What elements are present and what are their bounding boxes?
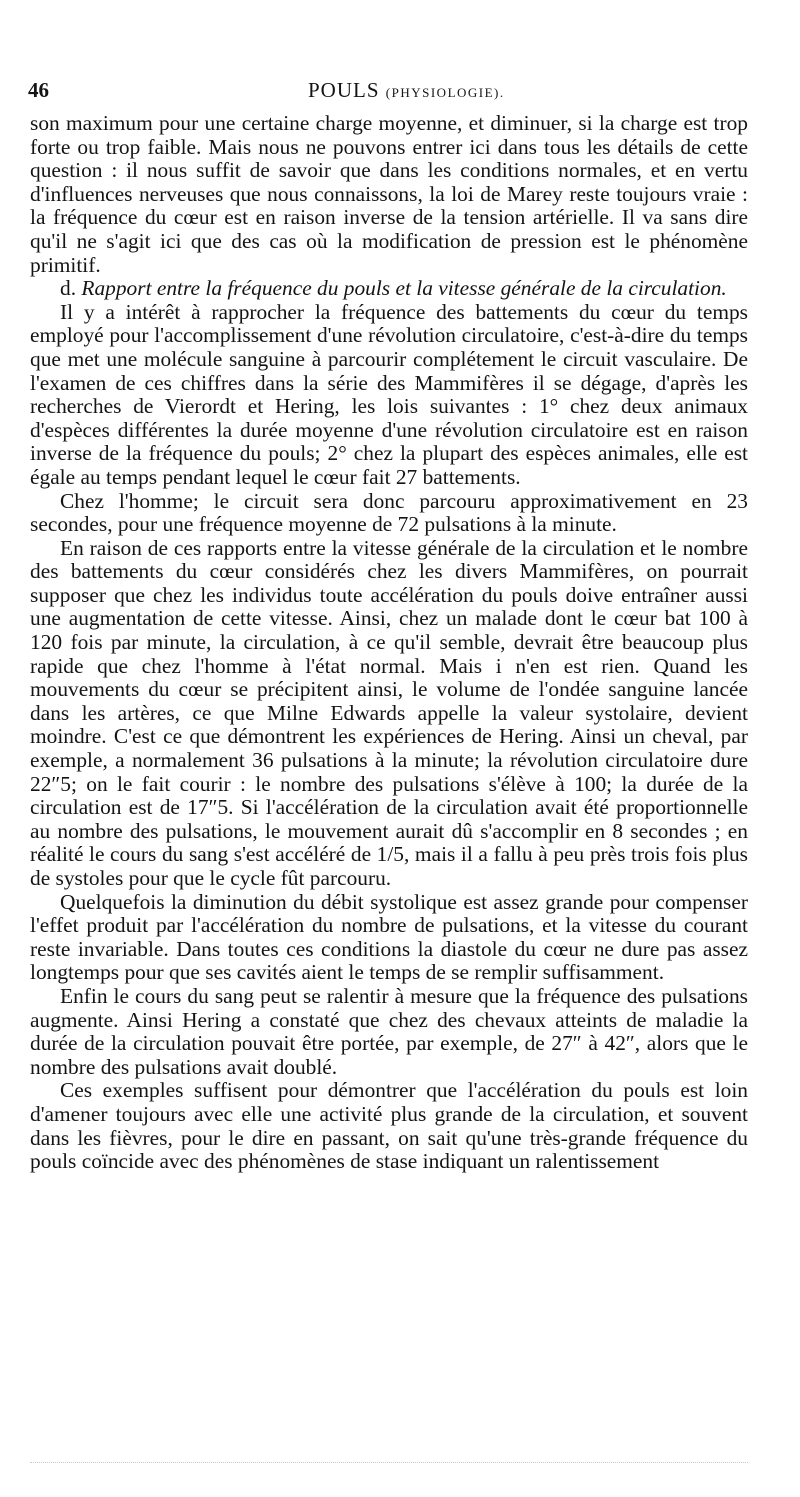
body-text <box>30 112 748 1174</box>
section-d-label: d. <box>60 276 77 301</box>
paragraph: En raison de ces rapports entre la vitesse générale de la circulation et le nombre des battements du cœur considérés chez les divers Mammifères, on pourrait supposer que chez les individus toute accélération du pouls doive entraîner aussi une augmentation de cette vitesse. Ainsi, chez un malade dont le cœur bat 100 à 120 fois par minute, la circulation, à ce qu'il semble, devrait être beaucoup plus rapide que chez l'homme à l'état normal. Mais i n'en est rien. Quand les mouvements du cœur se précipitent ainsi, le volume de l'ondée sanguine lancée dans les artères, ce que Milne Edwards appelle la valeur systolaire, devient moindre. C'est ce que démontrent les expériences de Hering. Ainsi un cheval, par exemple, a normalement 36 pulsations à la minute; la révolution circulatoire dure 22″5; on le fait courir : le nombre des pulsations s'élève à 100; la durée de la circulation est de 17″5. Si l'accélération de la circulation avait été proportionnelle au nombre des pulsations, le mouvement aurait dû s'accomplir en 8 secondes ; en réalité le cours du sang s'est accéléré de 1/5, mais il a fallu à peu près trois fois plus de systoles pour que le cycle fût parcouru. <box>30 535 748 890</box>
paragraph: Il y a intérêt à rapprocher la fréquence des battements du cœur du temps employé pour l'accomplissement d'une révolution circulatoire, c'est-à-dire du temps que met une molécule sanguine à parcourir complétement le circuit vasculaire. De l'examen de ces chiffres dans la série des Mammifères il se dégage, d'après les recherches de Vierordt et Hering, les lois suivantes : 1° chez deux animaux d'espèces différentes la durée moyenne d'une révolution circulatoire est en raison inverse de la fréquence du pouls; 2° chez la plupart des espèces animales, elle est égale au temps pendant lequel le cœur fait 27 battements. <box>30 299 748 489</box>
paragraph: Chez l'homme; le circuit sera donc parcouru approximativement en 23 secondes, pour une fréquence moyenne de 72 pulsations à la minute. <box>30 488 748 537</box>
running-head-title: POULS <box>308 78 380 102</box>
paragraph: Enfin le cours du sang peut se ralentir à mesure que la fréquence des pulsations augmente. Ainsi Hering a constaté que chez des chevaux atteints de maladie la durée de la circulation pouvait être portée, par exemple, de 27″ à 42″, alors que le nombre des pulsations avait doublé. <box>30 983 748 1079</box>
page-header <box>28 78 778 114</box>
page-number: 46 <box>28 78 49 102</box>
page-bottom-marks <box>30 1462 748 1467</box>
running-head-subtitle: (PHYSIOLOGIE). <box>385 85 505 100</box>
running-head <box>308 78 505 103</box>
paragraph: Quelquefois la diminution du débit systolique est assez grande pour compenser l'effet produit par l'accélération du nombre de pulsations, et la vitesse du courant reste invariable. Dans toutes ces conditions la diastole du cœur ne dure pas assez longtemps pour que ses cavités aient le temps de se remplir suffisamment. <box>30 889 748 985</box>
paragraph: Ces exemples suffisent pour démontrer que l'accélération du pouls est loin d'amener toujours avec elle une activité plus grande de la circulation, et souvent dans les fièvres, pour le dire en passant, on sait qu'une très-grande fréquence du pouls coïncide avec des phénomènes de stase indiquant un ralentissement <box>30 1078 748 1174</box>
section-d-heading <box>30 277 748 301</box>
section-d-title: Rapport entre la fréquence du pouls et la vitesse générale de la circulation. <box>81 276 727 301</box>
paragraph-continuation: son maximum pour une certaine charge moyenne, et diminuer, si la charge est trop forte ou trop faible. Mais nous ne pouvons entrer ici dans tous les détails de cette question : il nous suffit de savoir que dans les conditions normales, et en vertu d'influences nerveuses que nous connaissons, la loi de Marey reste toujours vraie : la fréquence du cœur est en raison inverse de la tension artérielle. Il va sans dire qu'il ne s'agit ici que des cas où la modification de pression est le phénomène primitif. <box>30 111 748 277</box>
